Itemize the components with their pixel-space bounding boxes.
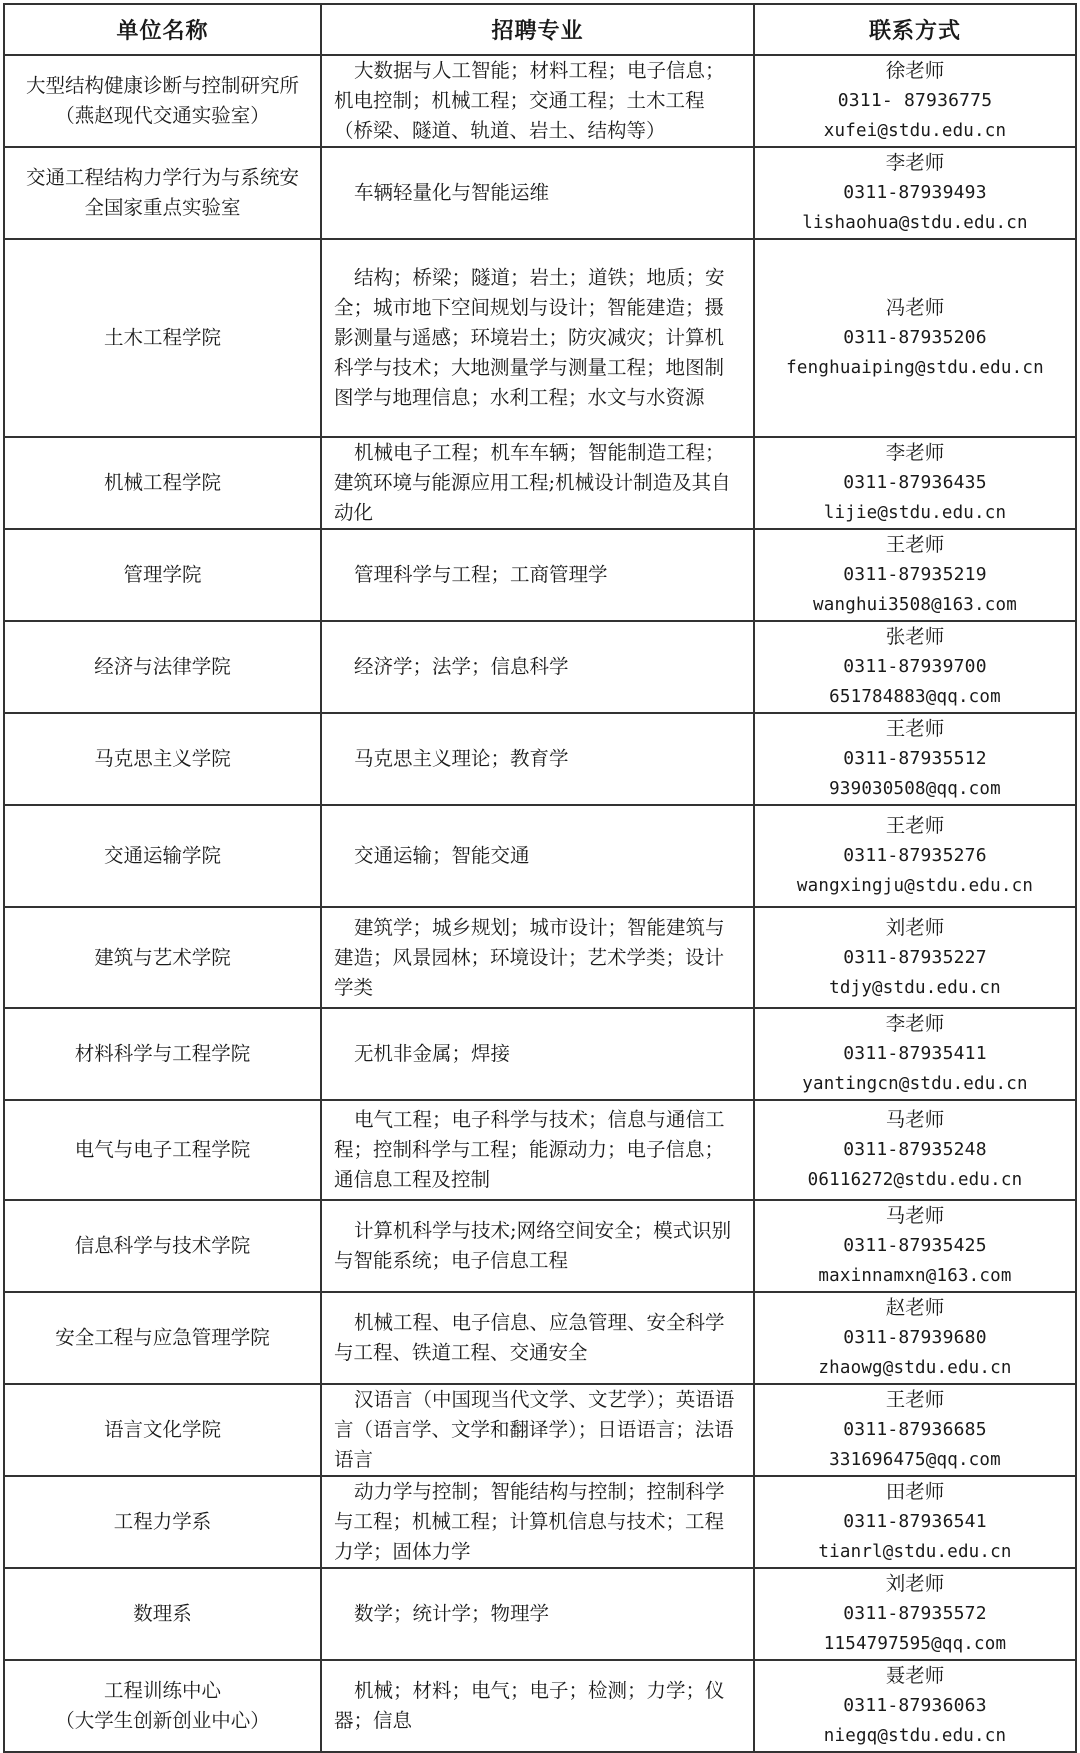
contact-person: 徐老师 bbox=[885, 59, 945, 82]
unit-cell bbox=[4, 437, 321, 529]
contact-person: 王老师 bbox=[885, 814, 945, 837]
contact-person: 聂老师 bbox=[885, 1664, 945, 1687]
table-row bbox=[4, 1660, 1076, 1752]
contact-cell bbox=[754, 1200, 1076, 1292]
table-row bbox=[4, 1568, 1076, 1660]
major-cell: 车辆轻量化与智能运维 bbox=[321, 147, 754, 239]
unit-name-line: 工程训练中心 bbox=[103, 1679, 221, 1702]
contact-person: 张老师 bbox=[885, 625, 945, 648]
unit-cell bbox=[4, 1100, 321, 1200]
table-row bbox=[4, 713, 1076, 805]
unit-name-line: 经济与法律学院 bbox=[94, 655, 231, 678]
contact-phone: 0311-87936541 bbox=[843, 1511, 987, 1532]
unit-name-line: （燕赵现代交通实验室） bbox=[55, 104, 270, 127]
unit-name-line: 大型结构健康诊断与控制研究所 bbox=[25, 74, 299, 97]
contact-phone: 0311-87935425 bbox=[843, 1235, 987, 1256]
unit-cell bbox=[4, 713, 321, 805]
recruitment-table-sheet bbox=[3, 3, 1075, 1746]
contact-person: 李老师 bbox=[885, 1012, 945, 1035]
contact-email: 06116272@stdu.edu.cn bbox=[807, 1170, 1023, 1190]
contact-person: 刘老师 bbox=[885, 1572, 945, 1595]
contact-phone: 0311-87939700 bbox=[843, 656, 987, 677]
major-cell: 动力学与控制；智能结构与控制；控制科学与工程；机械工程；计算机信息与技术；工程力学；固体力学 bbox=[321, 1476, 754, 1568]
unit-name-line: 交通运输学院 bbox=[103, 844, 221, 867]
contact-person: 赵老师 bbox=[885, 1296, 945, 1319]
contact-phone: 0311-87936063 bbox=[843, 1695, 987, 1716]
unit-name-line: 全国家重点实验室 bbox=[84, 196, 241, 219]
unit-cell bbox=[4, 1200, 321, 1292]
contact-phone: 0311-87936435 bbox=[843, 472, 987, 493]
contact-cell bbox=[754, 1660, 1076, 1752]
unit-cell bbox=[4, 621, 321, 713]
unit-cell bbox=[4, 1568, 321, 1660]
contact-person: 田老师 bbox=[885, 1480, 945, 1503]
unit-name-line: 管理学院 bbox=[123, 563, 202, 586]
contact-cell bbox=[754, 1100, 1076, 1200]
major-cell: 马克思主义理论；教育学 bbox=[321, 713, 754, 805]
unit-name-line: 工程力学系 bbox=[113, 1510, 212, 1533]
contact-person: 王老师 bbox=[885, 1388, 945, 1411]
contact-phone: 0311-87939680 bbox=[843, 1327, 987, 1348]
contact-cell bbox=[754, 147, 1076, 239]
unit-name-line: 材料科学与工程学院 bbox=[74, 1042, 251, 1065]
major-cell: 机械；材料；电气；电子；检测；力学；仪器；信息 bbox=[321, 1660, 754, 1752]
contact-email: 1154797595@qq.com bbox=[823, 1634, 1007, 1654]
major-cell: 数学；统计学；物理学 bbox=[321, 1568, 754, 1660]
contact-email: yantingcn@stdu.edu.cn bbox=[802, 1074, 1028, 1094]
major-cell: 机械电子工程；机车车辆；智能制造工程；建筑环境与能源应用工程;机械设计制造及其自动化 bbox=[321, 437, 754, 529]
contact-person: 李老师 bbox=[885, 151, 945, 174]
unit-name-line: 电气与电子工程学院 bbox=[74, 1138, 251, 1161]
unit-cell bbox=[4, 1384, 321, 1476]
contact-phone: 0311-87935512 bbox=[843, 748, 987, 769]
contact-cell bbox=[754, 1568, 1076, 1660]
unit-name-line: 建筑与艺术学院 bbox=[94, 945, 231, 969]
unit-name-line: 数理系 bbox=[133, 1602, 192, 1625]
contact-phone: 0311- 87936775 bbox=[837, 90, 993, 111]
contact-person: 马老师 bbox=[885, 1204, 945, 1227]
unit-cell bbox=[4, 147, 321, 239]
table-row bbox=[4, 1292, 1076, 1384]
table-header-row bbox=[4, 4, 1076, 55]
major-cell: 电气工程；电子科学与技术；信息与通信工程；控制科学与工程；能源动力；电子信息；通信息工程及控制 bbox=[321, 1100, 754, 1200]
unit-cell bbox=[4, 1008, 321, 1100]
contact-cell bbox=[754, 529, 1076, 621]
unit-name-line: 信息科学与技术学院 bbox=[74, 1234, 251, 1257]
major-cell: 机械工程、电子信息、应急管理、安全科学与工程、铁道工程、交通安全 bbox=[321, 1292, 754, 1384]
unit-cell bbox=[4, 1660, 321, 1752]
major-cell: 计算机科学与技术;网络空间安全；模式识别与智能系统；电子信息工程 bbox=[321, 1200, 754, 1292]
contact-person: 王老师 bbox=[885, 533, 945, 556]
contact-cell bbox=[754, 55, 1076, 147]
contact-cell bbox=[754, 713, 1076, 805]
unit-name-line: 土木工程学院 bbox=[103, 326, 221, 349]
unit-cell bbox=[4, 805, 321, 907]
major-cell: 建筑学；城乡规划；城市设计；智能建筑与建造；风景园林；环境设计；艺术学类；设计学类 bbox=[321, 907, 754, 1008]
contact-phone: 0311-87935219 bbox=[843, 564, 987, 585]
contact-cell bbox=[754, 1384, 1076, 1476]
contact-email: 651784883@qq.com bbox=[829, 687, 1001, 707]
header-contact: 联系方式 bbox=[754, 4, 1076, 55]
table-row bbox=[4, 805, 1076, 907]
header-major: 招聘专业 bbox=[321, 4, 754, 55]
table-row bbox=[4, 1100, 1076, 1200]
contact-cell bbox=[754, 907, 1076, 1008]
unit-cell bbox=[4, 1476, 321, 1568]
contact-cell bbox=[754, 1476, 1076, 1568]
unit-name-line: （大学生创新创业中心） bbox=[55, 1709, 270, 1732]
contact-email: tianrl@stdu.edu.cn bbox=[818, 1542, 1012, 1562]
contact-email: lishaohua@stdu.edu.cn bbox=[802, 213, 1028, 233]
contact-phone: 0311-87939493 bbox=[843, 182, 987, 203]
contact-cell bbox=[754, 239, 1076, 437]
contact-person: 李老师 bbox=[885, 441, 945, 464]
contact-phone: 0311-87935276 bbox=[843, 845, 987, 866]
contact-cell bbox=[754, 437, 1076, 529]
contact-email: 331696475@qq.com bbox=[829, 1450, 1001, 1470]
contact-cell bbox=[754, 1008, 1076, 1100]
contact-phone: 0311-87935248 bbox=[843, 1139, 987, 1160]
table-row bbox=[4, 437, 1076, 529]
contact-phone: 0311-87935411 bbox=[843, 1043, 987, 1064]
contact-person: 马老师 bbox=[885, 1108, 945, 1131]
contact-email: wanghui3508@163.com bbox=[813, 595, 1017, 615]
unit-cell bbox=[4, 907, 321, 1008]
contact-email: fenghuaiping@stdu.edu.cn bbox=[786, 358, 1044, 378]
unit-name-line: 安全工程与应急管理学院 bbox=[55, 1326, 270, 1349]
major-cell: 汉语言（中国现当代文学、文艺学）；英语语言（语言学、文学和翻译学）；日语语言；法语语言 bbox=[321, 1384, 754, 1476]
unit-name-line: 交通工程结构力学行为与系统安 bbox=[25, 166, 299, 189]
contact-phone: 0311-87935227 bbox=[843, 946, 987, 968]
unit-cell bbox=[4, 239, 321, 437]
contact-person: 冯老师 bbox=[885, 296, 945, 319]
table-row bbox=[4, 621, 1076, 713]
unit-name-line: 语言文化学院 bbox=[103, 1418, 221, 1441]
major-cell: 交通运输；智能交通 bbox=[321, 805, 754, 907]
major-cell: 结构；桥梁；隧道；岩土；道铁；地质；安全；城市地下空间规划与设计；智能建造；摄影测量与遥感；环境岩土；防灾减灾；计算机科学与技术；大地测量学与测量工程；地图制图学与地理信息；水利工程；水文与水资源 bbox=[321, 239, 754, 437]
unit-cell bbox=[4, 1292, 321, 1384]
contact-email: niegq@stdu.edu.cn bbox=[823, 1726, 1007, 1746]
contact-email: wangxingju@stdu.edu.cn bbox=[796, 876, 1034, 896]
recruitment-table bbox=[3, 3, 1077, 1753]
unit-cell bbox=[4, 529, 321, 621]
contact-email: maxinnamxn@163.com bbox=[818, 1266, 1012, 1286]
contact-cell bbox=[754, 1292, 1076, 1384]
header-unit: 单位名称 bbox=[4, 4, 321, 55]
table-body bbox=[4, 55, 1076, 1752]
contact-cell bbox=[754, 621, 1076, 713]
major-cell: 管理科学与工程；工商管理学 bbox=[321, 529, 754, 621]
table-row bbox=[4, 1476, 1076, 1568]
contact-email: tdjy@stdu.edu.cn bbox=[829, 977, 1001, 998]
table-row bbox=[4, 1200, 1076, 1292]
table-row bbox=[4, 1384, 1076, 1476]
contact-phone: 0311-87935206 bbox=[843, 327, 987, 348]
contact-phone: 0311-87935572 bbox=[843, 1603, 987, 1624]
contact-person: 刘老师 bbox=[885, 915, 945, 939]
major-cell: 无机非金属；焊接 bbox=[321, 1008, 754, 1100]
contact-person: 王老师 bbox=[885, 717, 945, 740]
table-row bbox=[4, 55, 1076, 147]
table-row bbox=[4, 147, 1076, 239]
major-cell: 经济学；法学；信息科学 bbox=[321, 621, 754, 713]
unit-name-line: 机械工程学院 bbox=[103, 471, 221, 494]
table-row bbox=[4, 1008, 1076, 1100]
contact-cell bbox=[754, 805, 1076, 907]
table-row bbox=[4, 907, 1076, 1008]
table-row bbox=[4, 239, 1076, 437]
contact-email: zhaowg@stdu.edu.cn bbox=[818, 1358, 1012, 1378]
unit-cell bbox=[4, 55, 321, 147]
contact-email: xufei@stdu.edu.cn bbox=[823, 121, 1007, 141]
contact-phone: 0311-87936685 bbox=[843, 1419, 987, 1440]
contact-email: 939030508@qq.com bbox=[829, 779, 1001, 799]
contact-email: lijie@stdu.edu.cn bbox=[823, 503, 1007, 523]
major-cell: 大数据与人工智能；材料工程；电子信息；机电控制；机械工程；交通工程；土木工程（桥梁、隧道、轨道、岩土、结构等） bbox=[321, 55, 754, 147]
unit-name-line: 马克思主义学院 bbox=[94, 747, 231, 770]
table-row bbox=[4, 529, 1076, 621]
